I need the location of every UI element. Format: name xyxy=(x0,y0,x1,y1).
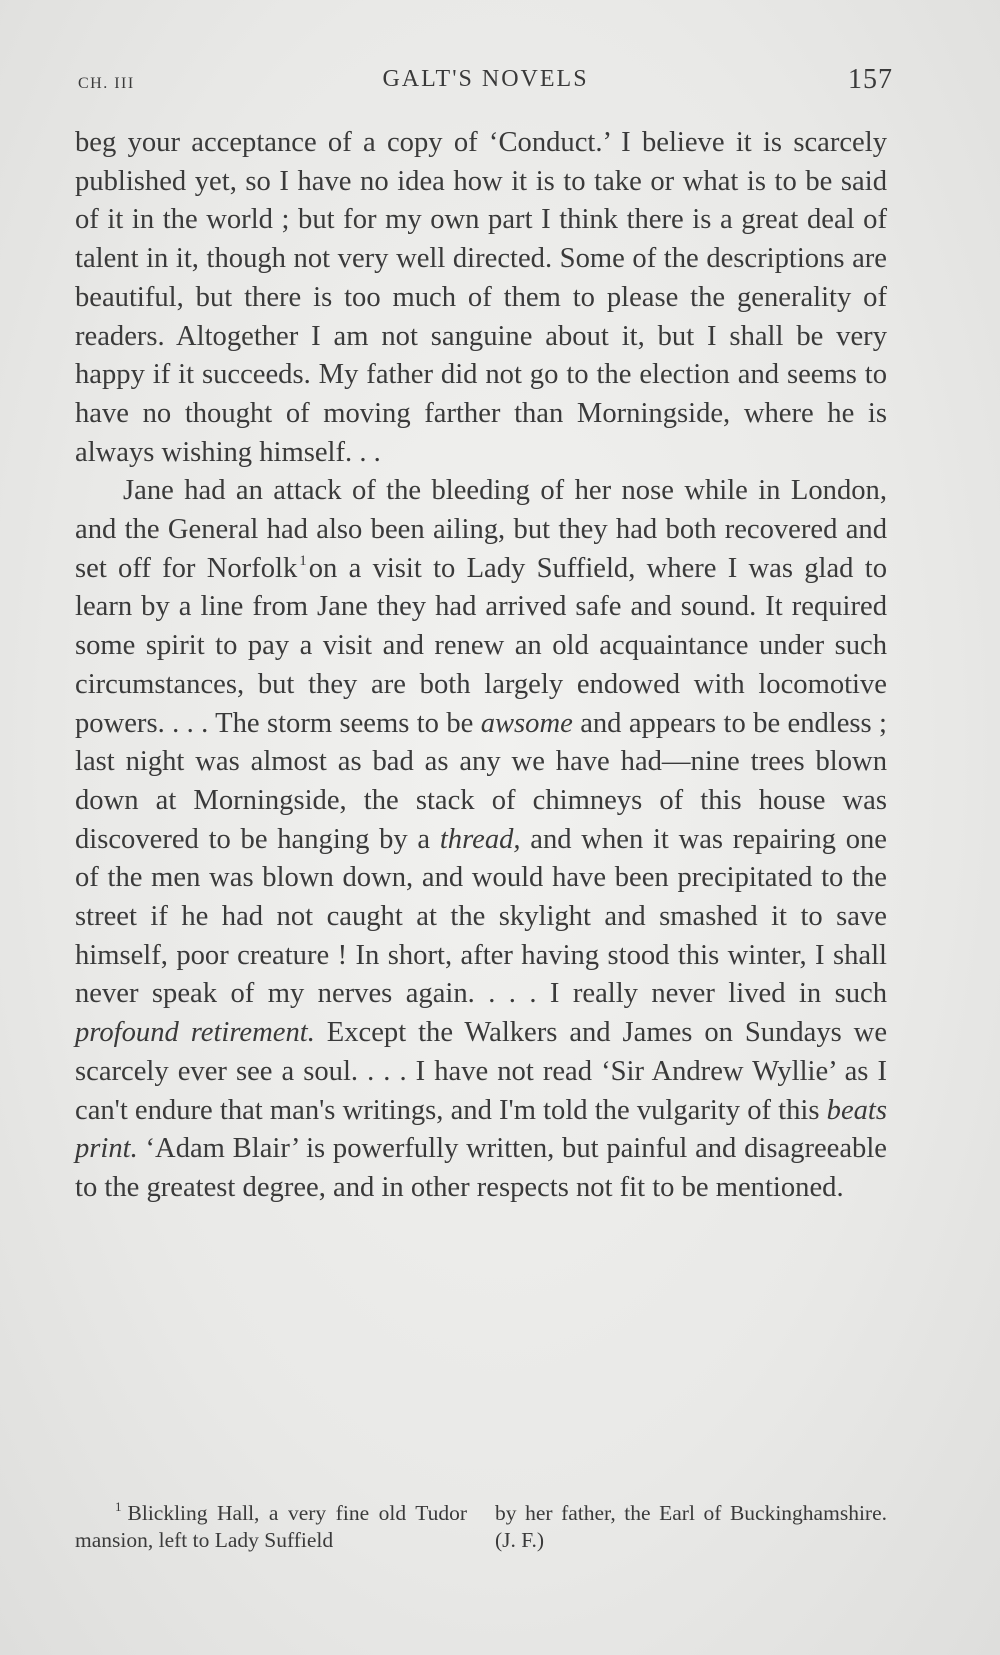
text-run: Jane had an attack of the bleeding of her nose while in London, and the General had also been ailing, but they had both recovered and set off for Norfolk xyxy=(75,475,887,584)
italic-text: beats print. xyxy=(75,1094,887,1165)
text-run: ‘Adam Blair’ is powerfully written, but painful and disagreeable to the greatest degree, and in other respects not fit to be mentioned. xyxy=(75,1133,887,1203)
italic-text: profound retirement. xyxy=(75,1017,315,1049)
paragraph xyxy=(75,472,887,1207)
italic-text: awsome xyxy=(480,707,573,739)
footnote-marker: 1 xyxy=(115,1499,122,1514)
text-run: beg your acceptance of a copy of ‘Conduct.’ I believe it is scarcely published yet, so I have no idea how it is to take or what is to be said of it in the world ; but for my own part I think there is a great deal of talent in it, though not very well directed. Some of the descriptions are beautiful, but there is too much of them to please the generality of readers. Altogether I am not sanguine about it, but I shall be very happy if it succeeds. My father did not go to the election and seems to have no thought of moving farther than Morningside, where he is always wishing himself. . . xyxy=(75,127,887,468)
page-number: 157 xyxy=(848,64,893,95)
running-title: GALT'S NOVELS xyxy=(382,66,589,92)
footnote-left-column xyxy=(75,1500,467,1554)
footnote-text-right: by her father, the Earl of Buckinghamshire. (J. F.) xyxy=(495,1501,887,1552)
running-header xyxy=(78,64,893,104)
footnote-reference: 1 xyxy=(299,552,307,569)
italic-text: thread, xyxy=(439,823,521,855)
text-run: and appears to be endless ; last night was almost as bad as any we have had—nine trees blown down at Morningside, the stack of chimneys of this house was discovered to be hanging by a xyxy=(75,707,887,855)
text-run: and when it was repairing one of the men was blown down, and would have been precipitated to the street if he had not caught at the skylight and smashed it to save himself, poor creature ! In short, after having stood this winter, I shall never speak of my nerves again. . . . I really never lived in such xyxy=(75,823,887,1010)
footnote xyxy=(75,1500,887,1554)
text-run: on a visit to Lady Suffield, where I was glad to learn by a line from Jane they had arrived safe and sound. It required some spirit to pay a visit and renew an old acquaintance under such circumstances, but they are both largely endowed with locomotive powers. . . . The storm seems to be xyxy=(75,552,887,739)
footnote-right-column xyxy=(495,1500,887,1554)
paragraph xyxy=(75,124,887,472)
text-run: Except the Walkers and James on Sundays we scarcely ever see a soul. . . . I have not read ‘Sir Andrew Wyllie’ as I can't endure that man's writings, and I'm told the vulgarity of this xyxy=(75,1017,888,1126)
body-text xyxy=(75,124,887,1208)
chapter-label: CH. III xyxy=(78,75,135,92)
footnote-text-left: Blickling Hall, a very fine old Tudor mansion, left to Lady Suffield xyxy=(75,1501,467,1552)
